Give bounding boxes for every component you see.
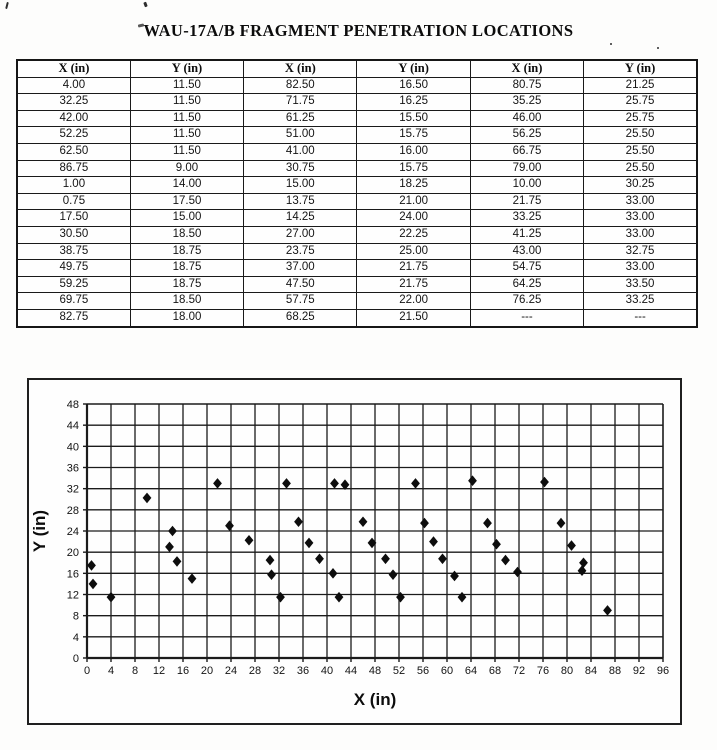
svg-text:24: 24 (66, 526, 79, 538)
table-cell: 57.75 (244, 293, 357, 310)
table-cell: 25.50 (584, 127, 697, 144)
table-cell: 30.25 (584, 177, 697, 194)
data-point-marker (276, 592, 285, 603)
data-point-marker (420, 518, 429, 529)
table-cell: 25.50 (584, 143, 697, 160)
table-cell: 33.25 (584, 293, 697, 310)
y-axis-title: Y (in) (30, 509, 49, 553)
table-cell: 21.75 (357, 260, 470, 277)
table-cell: 11.50 (130, 110, 243, 127)
data-point-marker (501, 555, 510, 566)
data-point-marker (396, 592, 405, 603)
table-cell: 64.25 (470, 276, 583, 293)
table-cell: 23.75 (244, 243, 357, 260)
table-cell: 32.25 (17, 94, 130, 111)
svg-text:44: 44 (344, 665, 358, 677)
table-cell: --- (584, 309, 697, 326)
column-header: Y (in) (357, 60, 470, 77)
table-cell: 35.25 (470, 94, 583, 111)
table-row (17, 226, 697, 243)
data-point-marker (173, 556, 182, 567)
data-point-marker (468, 475, 477, 486)
table-row (17, 193, 697, 210)
svg-text:76: 76 (536, 665, 550, 677)
svg-text:64: 64 (464, 665, 478, 677)
table-cell: 49.75 (17, 260, 130, 277)
table-cell: 25.50 (584, 160, 697, 177)
column-header: X (in) (17, 60, 130, 77)
table-cell: 80.75 (470, 77, 583, 94)
svg-text:0: 0 (83, 665, 91, 677)
table-cell: 21.50 (357, 309, 470, 326)
data-point-marker (389, 569, 398, 580)
svg-text:40: 40 (66, 441, 79, 454)
table-cell: 51.00 (244, 127, 357, 144)
x-axis-title: X (in) (353, 690, 397, 709)
table-cell: 79.00 (470, 160, 583, 177)
data-point-marker (225, 520, 234, 531)
table-cell: 56.25 (470, 127, 583, 144)
data-point-marker (603, 605, 612, 616)
table-cell: 11.50 (130, 94, 243, 111)
svg-text:52: 52 (392, 665, 406, 677)
svg-text:8: 8 (131, 665, 139, 677)
table-row (17, 293, 697, 310)
data-point-marker (267, 569, 276, 580)
data-point-marker (458, 592, 467, 603)
table-cell: 25.00 (357, 243, 470, 260)
data-point-marker (107, 592, 116, 603)
table-cell: 33.00 (584, 226, 697, 243)
column-header: X (in) (470, 60, 583, 77)
table-cell: 33.00 (584, 193, 697, 210)
svg-text:28: 28 (66, 504, 79, 517)
data-point-marker (567, 540, 576, 551)
table-cell: 14.00 (130, 177, 243, 194)
svg-text:68: 68 (488, 665, 502, 677)
svg-text:72: 72 (512, 665, 526, 677)
table-row (17, 94, 697, 111)
table-cell: 27.00 (244, 226, 357, 243)
table-cell: 14.25 (244, 210, 357, 227)
table-cell: 82.75 (17, 309, 130, 326)
svg-text:84: 84 (584, 665, 598, 677)
table-row (17, 210, 697, 227)
svg-text:20: 20 (200, 665, 214, 677)
data-point-marker (330, 478, 339, 489)
table-cell: 15.00 (130, 210, 243, 227)
column-header: Y (in) (130, 60, 243, 77)
table-cell: 18.75 (130, 260, 243, 277)
table-cell: --- (470, 309, 583, 326)
table-cell: 18.50 (130, 226, 243, 243)
data-point-marker (429, 536, 438, 547)
table-row (17, 243, 697, 260)
svg-text:56: 56 (416, 665, 430, 677)
table-cell: 18.75 (130, 276, 243, 293)
table-cell: 0.75 (17, 193, 130, 210)
table-cell: 17.50 (17, 210, 130, 227)
table-cell: 22.00 (357, 293, 470, 310)
table-cell: 16.50 (357, 77, 470, 94)
svg-text:88: 88 (608, 665, 622, 677)
table-cell: 15.00 (244, 177, 357, 194)
table-cell: 68.25 (244, 309, 357, 326)
table-cell: 9.00 (130, 160, 243, 177)
table-cell: 69.75 (17, 293, 130, 310)
table-cell: 82.50 (244, 77, 357, 94)
table-cell: 30.50 (17, 226, 130, 243)
svg-text:16: 16 (66, 568, 79, 581)
table-cell: 62.50 (17, 143, 130, 160)
data-point-marker (266, 555, 275, 566)
table-cell: 17.50 (130, 193, 243, 210)
scatter-chart (29, 380, 680, 723)
svg-text:4: 4 (72, 631, 79, 644)
table-cell: 16.25 (357, 94, 470, 111)
table-cell: 15.75 (357, 160, 470, 177)
data-point-marker (335, 592, 344, 603)
svg-text:92: 92 (632, 665, 646, 677)
table-cell: 16.00 (357, 143, 470, 160)
table-cell: 11.50 (130, 77, 243, 94)
table-cell: 59.25 (17, 276, 130, 293)
data-point-marker (245, 535, 254, 546)
page-title: WAU-17A/B FRAGMENT PENETRATION LOCATIONS (143, 21, 574, 40)
table-row (17, 77, 697, 94)
table-cell: 11.50 (130, 143, 243, 160)
table-row (17, 276, 697, 293)
data-point-marker (188, 573, 197, 584)
data-point-marker (483, 518, 492, 529)
svg-text:28: 28 (248, 665, 262, 677)
svg-text:44: 44 (66, 420, 79, 433)
table-cell: 18.00 (130, 309, 243, 326)
x-tick-labels (84, 665, 669, 677)
svg-text:32: 32 (272, 665, 286, 677)
table-cell: 41.25 (470, 226, 583, 243)
scan-artifact (610, 43, 612, 45)
table-row (17, 160, 697, 177)
data-point-marker (578, 565, 587, 576)
table-cell: 42.00 (17, 110, 130, 127)
data-point-marker (315, 553, 324, 564)
data-point-marker (168, 526, 177, 537)
table-row (17, 177, 697, 194)
table-cell: 24.00 (357, 210, 470, 227)
svg-text:4: 4 (107, 665, 115, 677)
data-point-marker (411, 478, 420, 489)
scan-artifact (143, 2, 148, 8)
table-cell: 52.25 (17, 127, 130, 144)
data-point-marker (87, 560, 96, 571)
table-cell: 71.75 (244, 94, 357, 111)
svg-text:96: 96 (656, 665, 670, 677)
data-point-marker (450, 571, 459, 582)
table-cell: 54.75 (470, 260, 583, 277)
svg-text:60: 60 (440, 665, 454, 677)
table-row (17, 260, 697, 277)
table-cell: 4.00 (17, 77, 130, 94)
table-cell: 13.75 (244, 193, 357, 210)
table-cell: 38.75 (17, 243, 130, 260)
svg-text:40: 40 (320, 665, 334, 677)
table-cell: 46.00 (470, 110, 583, 127)
table-header (17, 60, 697, 77)
data-point-marker (282, 478, 291, 489)
chart-frame (27, 378, 682, 725)
table-cell: 21.25 (584, 77, 697, 94)
table-header-row (17, 60, 697, 77)
table-cell: 25.75 (584, 110, 697, 127)
table-cell: 1.00 (17, 177, 130, 194)
table-cell: 18.50 (130, 293, 243, 310)
table-cell: 18.75 (130, 243, 243, 260)
table-cell: 21.75 (357, 276, 470, 293)
svg-text:16: 16 (176, 665, 190, 677)
scan-artifact (657, 47, 659, 49)
table-cell: 86.75 (17, 160, 130, 177)
data-point-marker (438, 553, 447, 564)
svg-text:48: 48 (368, 665, 382, 677)
data-point-marker (143, 493, 152, 504)
table-cell: 41.00 (244, 143, 357, 160)
data-point-marker (557, 518, 566, 529)
table-cell: 33.50 (584, 276, 697, 293)
data-point-marker (213, 478, 222, 489)
table-cell: 33.00 (584, 260, 697, 277)
data-point-marker (89, 579, 98, 590)
table-cell: 15.50 (357, 110, 470, 127)
data-point-marker (294, 516, 303, 527)
table-cell: 76.25 (470, 293, 583, 310)
svg-text:0: 0 (72, 653, 79, 665)
svg-text:20: 20 (66, 547, 79, 560)
table-cell: 21.00 (357, 193, 470, 210)
table-cell: 61.25 (244, 110, 357, 127)
svg-text:32: 32 (66, 483, 79, 496)
table-cell: 33.25 (470, 210, 583, 227)
penetration-locations-table (16, 59, 698, 328)
table-cell: 47.50 (244, 276, 357, 293)
data-point-marker (381, 553, 390, 564)
table-cell: 11.50 (130, 127, 243, 144)
svg-text:8: 8 (72, 610, 79, 623)
data-point-marker (492, 539, 501, 550)
table-cell: 33.00 (584, 210, 697, 227)
table-cell: 32.75 (584, 243, 697, 260)
data-point-marker (329, 568, 338, 579)
svg-text:80: 80 (560, 665, 574, 677)
data-point-marker (540, 477, 549, 488)
column-header: X (in) (244, 60, 357, 77)
scan-artifact (5, 2, 9, 9)
table-row (17, 143, 697, 160)
data-point-marker (305, 538, 314, 549)
svg-text:36: 36 (66, 462, 79, 475)
svg-text:48: 48 (66, 399, 79, 411)
table-cell: 22.25 (357, 226, 470, 243)
data-point-marker (513, 567, 522, 578)
data-point-marker (359, 516, 368, 527)
data-point-marker (579, 557, 588, 568)
table-cell: 15.75 (357, 127, 470, 144)
data-point-marker (165, 542, 174, 553)
table-cell: 43.00 (470, 243, 583, 260)
table-cell: 37.00 (244, 260, 357, 277)
table-row (17, 127, 697, 144)
y-tick-labels (67, 399, 79, 665)
svg-text:12: 12 (152, 665, 166, 677)
svg-text:12: 12 (66, 589, 79, 602)
svg-text:24: 24 (224, 665, 238, 677)
table-cell: 21.75 (470, 193, 583, 210)
table-cell: 66.75 (470, 143, 583, 160)
table-cell: 10.00 (470, 177, 583, 194)
table-row (17, 110, 697, 127)
column-header: Y (in) (584, 60, 697, 77)
svg-text:36: 36 (296, 665, 310, 677)
table-cell: 18.25 (357, 177, 470, 194)
table-cell: 30.75 (244, 160, 357, 177)
table-body (17, 77, 697, 326)
table-row (17, 309, 697, 326)
table-cell: 25.75 (584, 94, 697, 111)
